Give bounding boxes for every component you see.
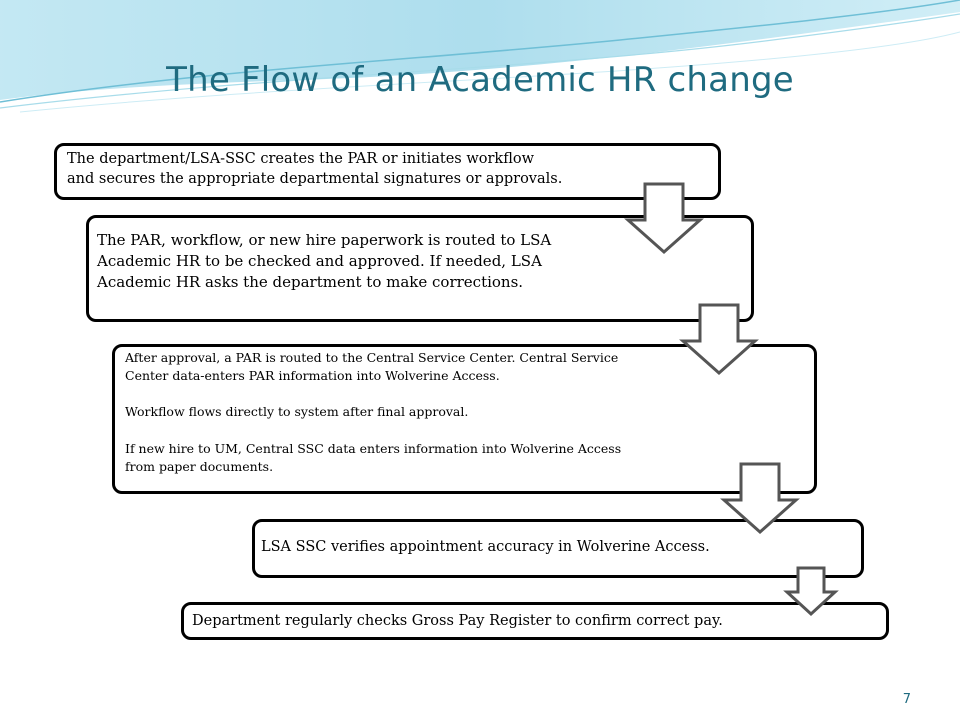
down-arrow-icon <box>681 303 757 375</box>
down-arrow-icon <box>722 462 798 534</box>
flow-step-1-text: The department/LSA-SSC creates the PAR or initiates workflow and secures the appropriate departmental signatures or approvals. <box>67 151 563 187</box>
flow-step-3-text: After approval, a PAR is routed to the Central Service Center. Central Service Center data-enters PAR information into Wolverine Access. Workflow flows directly to system after final approval. If new hire to UM, Central SSC data enters information into Wolverine Access from paper documents. <box>125 350 622 474</box>
down-arrow-icon <box>785 566 837 616</box>
flow-step-5 <box>181 602 889 640</box>
flow-step-1 <box>54 143 721 200</box>
flow-step-5-text: Department regularly checks Gross Pay Register to confirm correct pay. <box>192 613 723 629</box>
page-number: 7 <box>902 692 911 707</box>
flow-step-2-text: The PAR, workflow, or new hire paperwork is routed to LSA Academic HR to be checked and approved. If needed, LSA Academic HR asks the department to make corrections. <box>97 231 552 291</box>
flow-step-4-text: LSA SSC verifies appointment accuracy in Wolverine Access. <box>261 539 710 555</box>
down-arrow-icon <box>626 182 702 254</box>
slide-title: The Flow of an Academic HR change <box>166 60 794 100</box>
